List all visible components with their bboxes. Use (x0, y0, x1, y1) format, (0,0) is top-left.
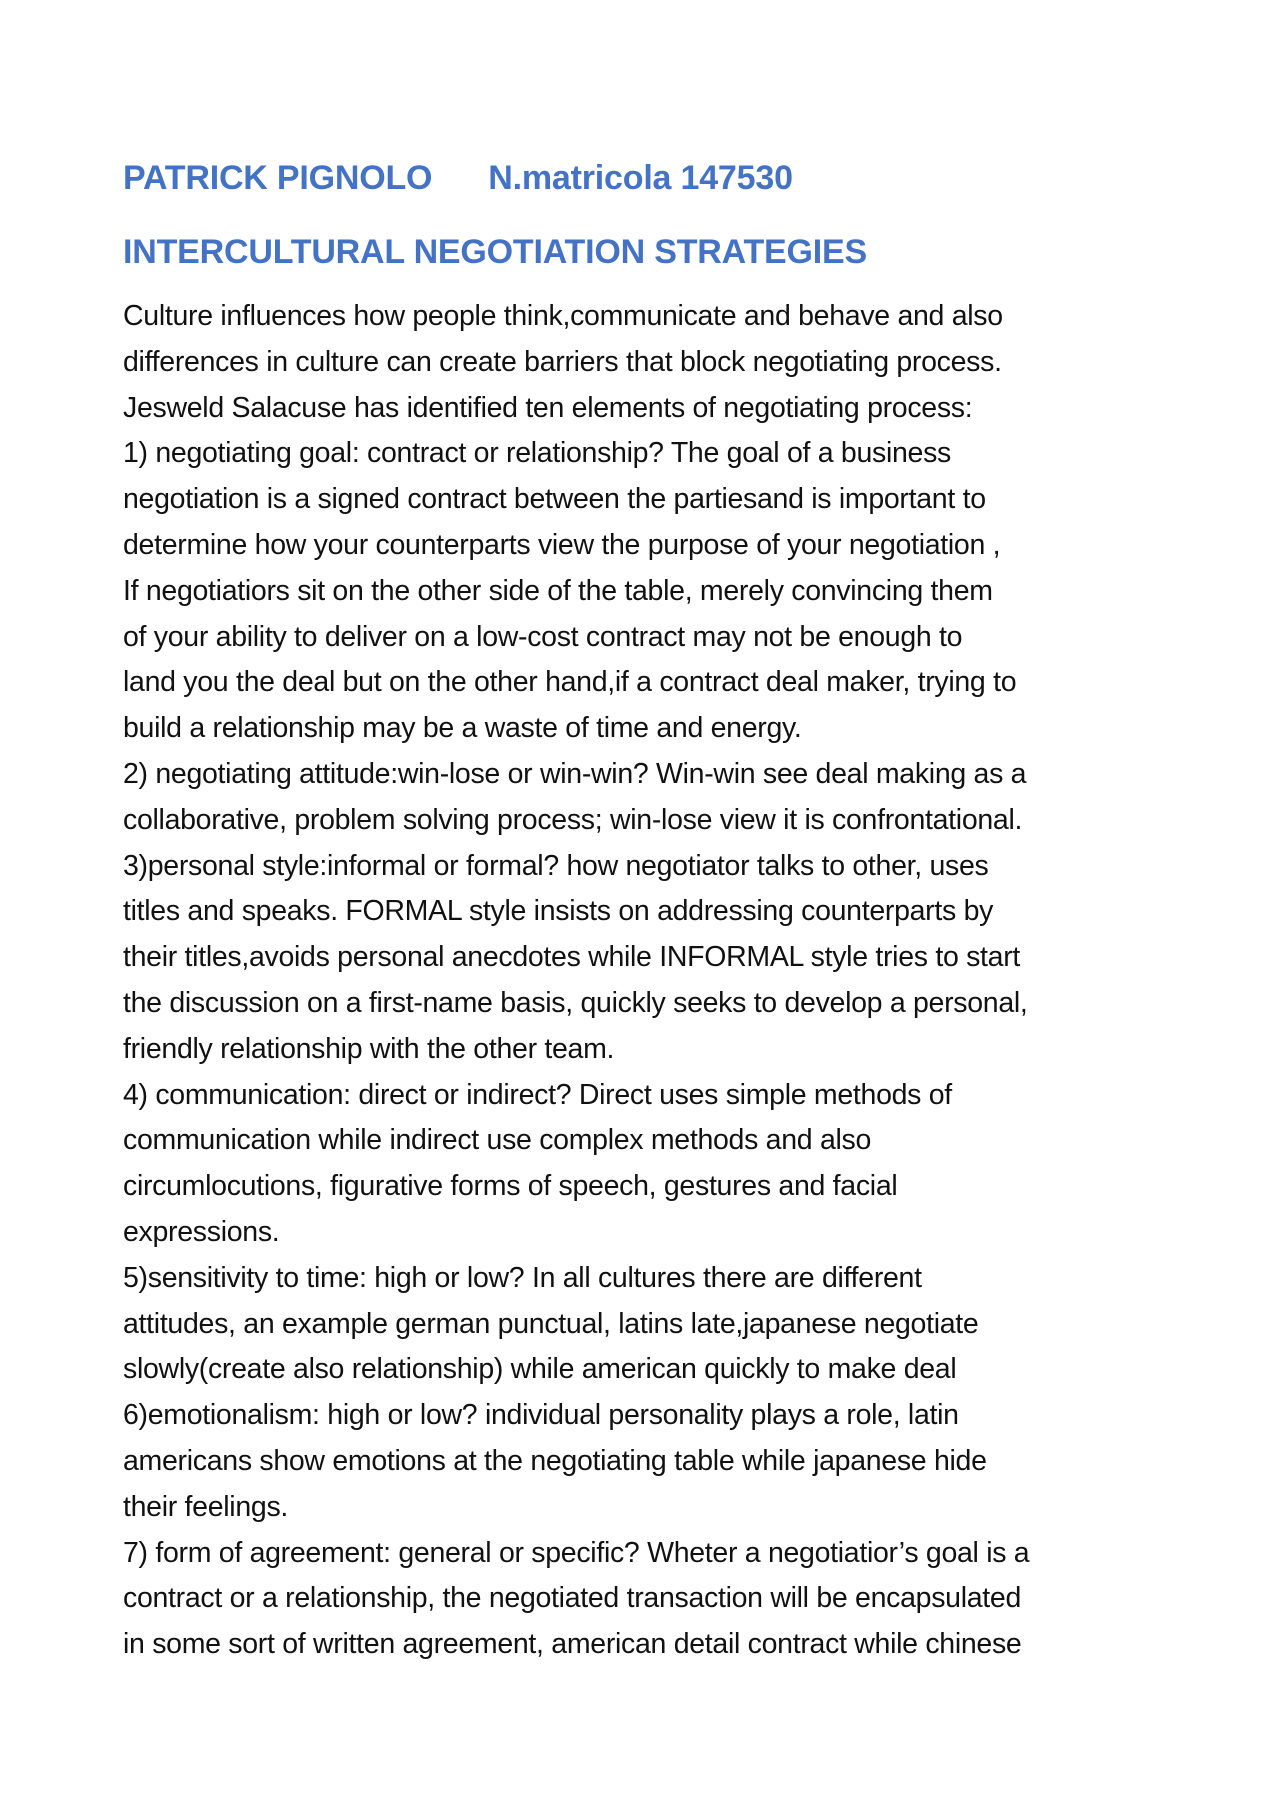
text-line: contract or a relationship, the negotiated transaction will be encapsulated (123, 1582, 1021, 1615)
text-line: differences in culture can create barriers that block negotiating process. (123, 345, 1002, 378)
text-line: americans show emotions at the negotiating table while japanese hide (123, 1444, 987, 1477)
text-line: 2) negotiating attitude:win-lose or win-win? Win-win see deal making as a (123, 757, 1027, 790)
text-line: determine how your counterparts view the purpose of your negotiation , (123, 528, 1001, 561)
text-line: friendly relationship with the other team. (123, 1032, 615, 1065)
body-paragraph (123, 294, 1183, 1668)
text-line: their feelings. (123, 1490, 289, 1523)
text-line: 5)sensitivity to time: high or low? In all cultures there are different (123, 1261, 922, 1294)
text-line: the discussion on a first-name basis, quickly seeks to develop a personal, (123, 986, 1028, 1019)
text-line: negotiation is a signed contract between the partiesand is important to (123, 483, 986, 516)
student-id: N.matricola 147530 (488, 159, 793, 197)
text-line: in some sort of written agreement, american detail contract while chinese (123, 1628, 1022, 1661)
text-line: land you the deal but on the other hand,if a contract deal maker, trying to (123, 666, 1017, 699)
text-line: slowly(create also relationship) while american quickly to make deal (123, 1353, 957, 1386)
text-line: 6)emotionalism: high or low? individual personality plays a role, latin (123, 1399, 959, 1432)
author-line (123, 156, 1183, 200)
author-name: PATRICK PIGNOLO (123, 159, 433, 197)
text-line: communication while indirect use complex methods and also (123, 1124, 872, 1157)
document-content (123, 156, 1183, 1668)
text-line: their titles,avoids personal anecdotes while INFORMAL style tries to start (123, 941, 1021, 974)
text-line: of your ability to deliver on a low-cost contract may not be enough to (123, 620, 963, 653)
text-line: expressions. (123, 1215, 280, 1248)
text-line: collaborative, problem solving process; win-lose view it is confrontational. (123, 803, 1023, 836)
text-line: 3)personal style:informal or formal? how negotiator talks to other, uses (123, 849, 989, 882)
text-line: If negotiatiors sit on the other side of the table, merely convincing them (123, 574, 993, 607)
text-line: titles and speaks. FORMAL style insists on addressing counterparts by (123, 895, 994, 928)
text-line: Culture influences how people think,communicate and behave and also (123, 300, 1003, 332)
text-line: Jesweld Salacuse has identified ten elements of negotiating process: (123, 391, 973, 424)
text-line: 4) communication: direct or indirect? Direct uses simple methods of (123, 1078, 952, 1111)
text-line: 1) negotiating goal: contract or relationship? The goal of a business (123, 437, 951, 470)
text-line: build a relationship may be a waste of time and energy. (123, 712, 802, 745)
text-line: circumlocutions, figurative forms of speech, gestures and facial (123, 1170, 898, 1203)
document-title: INTERCULTURAL NEGOTIATION STRATEGIES (123, 233, 867, 271)
text-line: attitudes, an example german punctual, latins late,japanese negotiate (123, 1307, 979, 1340)
text-line: 7) form of agreement: general or specific? Wheter a negotiatior’s goal is a (123, 1536, 1030, 1569)
